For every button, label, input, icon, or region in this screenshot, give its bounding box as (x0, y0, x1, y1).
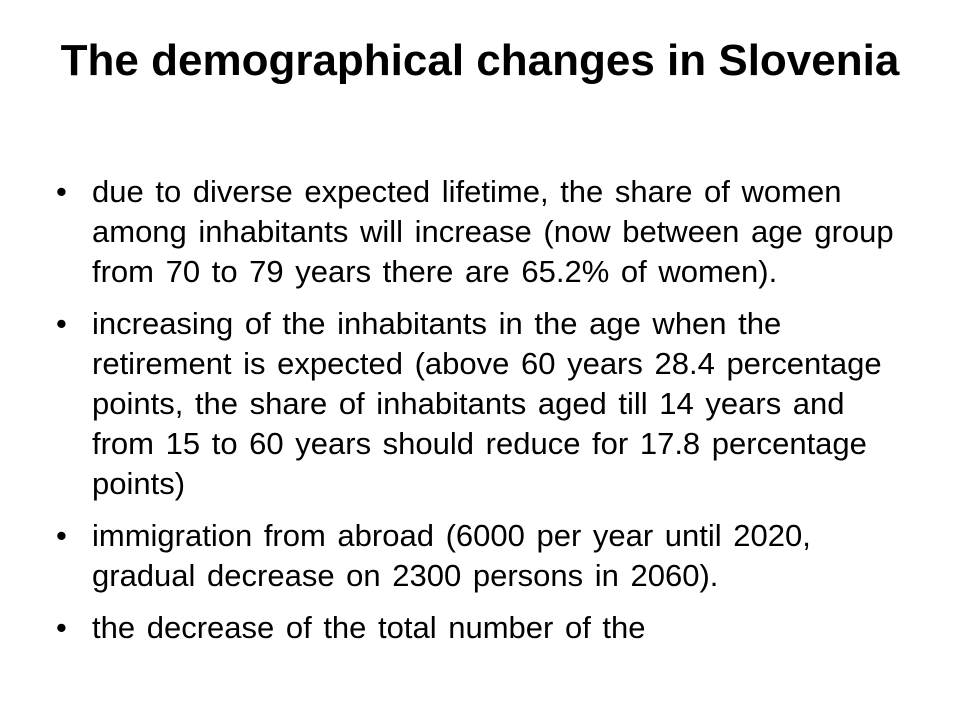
bullet-item-retirement (56, 304, 916, 504)
bullet-text: increasing of the inhabitants in the age when the retirement is expected (above 60 years 28.4 percentage points, the share of inhabitants aged till 14 years and from 15 to 60 years should reduce for 17.8 percentage points) (92, 306, 882, 501)
bullet-list (56, 172, 916, 660)
bullet-marker: • (56, 306, 67, 341)
slide-title: The demographical changes in Slovenia (60, 36, 900, 85)
bullet-text: immigration from abroad (6000 per year until 2020, gradual decrease on 2300 persons in 2060). (92, 518, 811, 593)
bullet-text: due to diverse expected lifetime, the share of women among inhabitants will increase (now between age group from 70 to 79 years there are 65.2% of women). (92, 174, 894, 289)
bullet-text: the decrease of the total number of the (92, 610, 646, 645)
bullet-item-lifetime (56, 172, 916, 292)
bullet-item-decrease (56, 608, 916, 648)
bullet-marker: • (56, 174, 67, 209)
bullet-marker: • (56, 610, 67, 645)
bullet-marker: • (56, 518, 67, 553)
bullet-item-immigration (56, 516, 916, 596)
